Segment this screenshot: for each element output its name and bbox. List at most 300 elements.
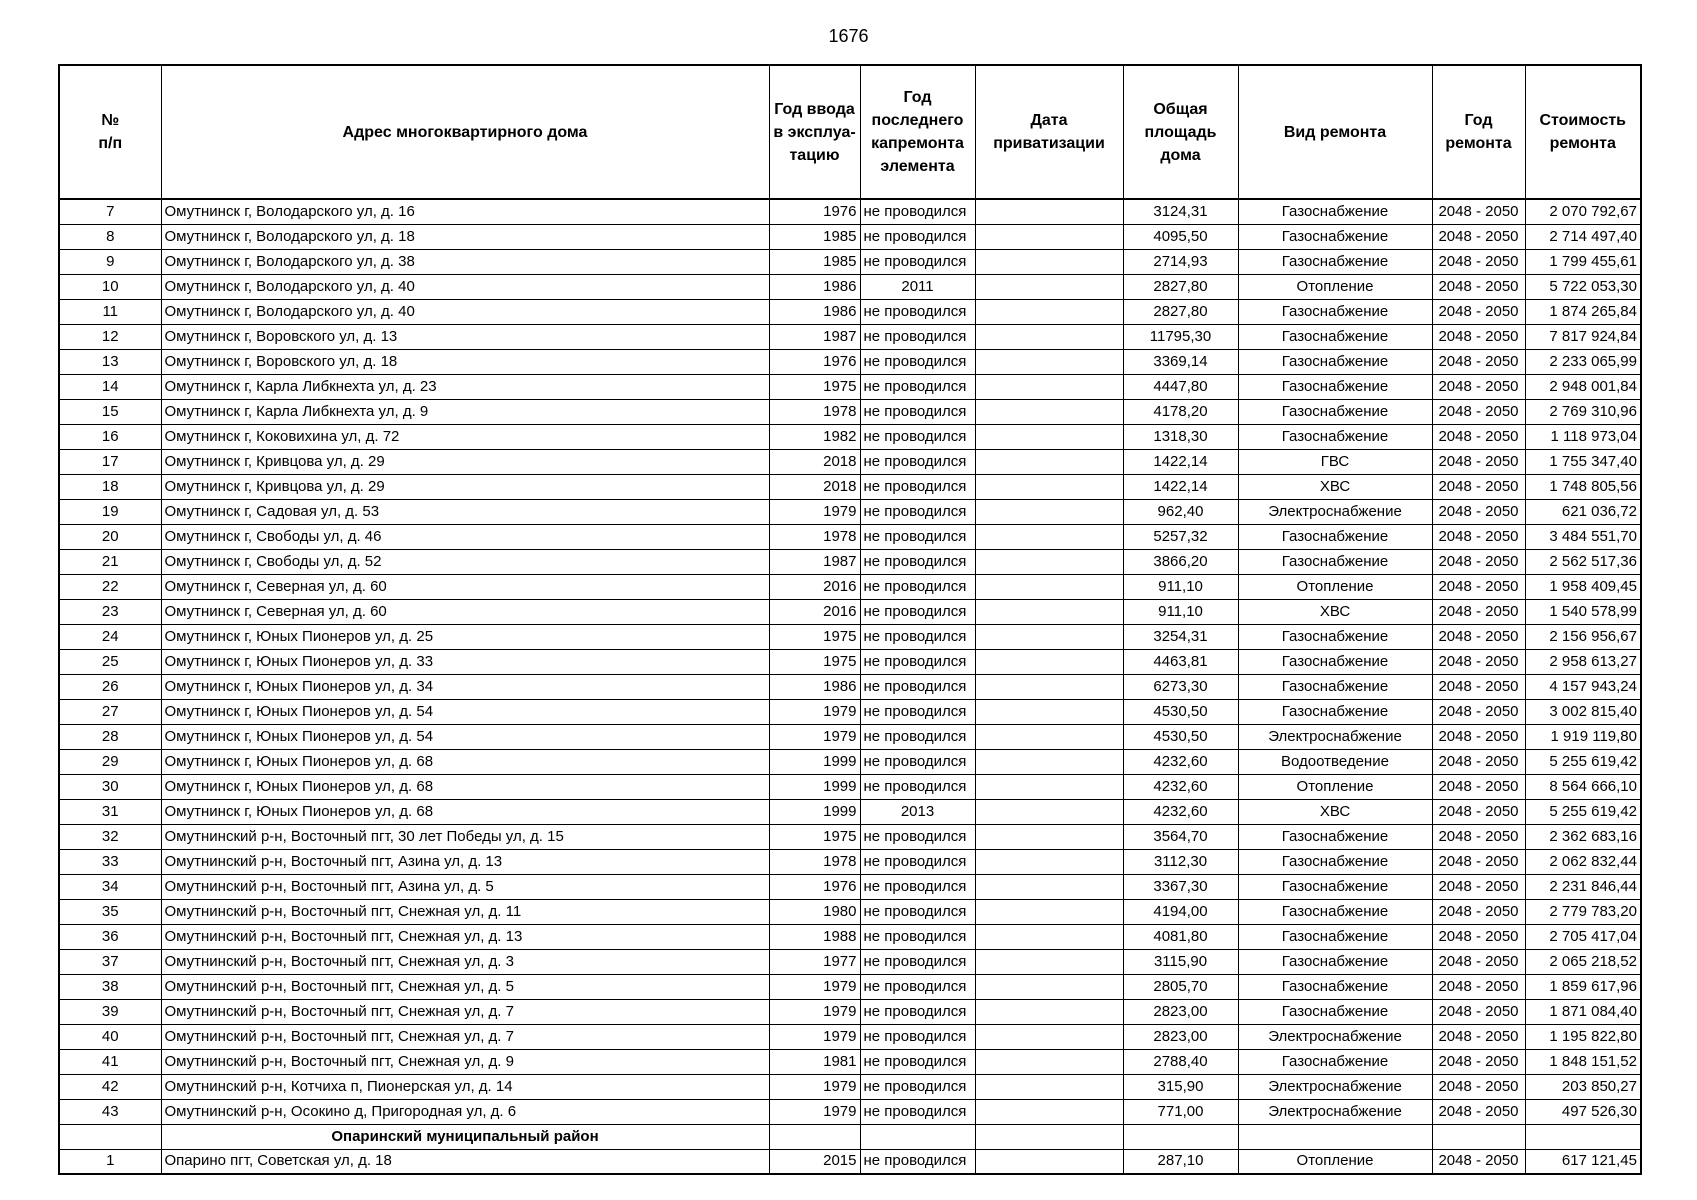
cell-last-repair: не проводился (860, 574, 975, 599)
cell-address: Омутнинск г, Коковихина ул, д. 72 (161, 424, 769, 449)
cell-repair-type: Газоснабжение (1238, 1049, 1432, 1074)
cell-address: Омутнинск г, Кривцова ул, д. 29 (161, 449, 769, 474)
cell-cost: 617 121,45 (1525, 1149, 1641, 1174)
cell-area: 5257,32 (1123, 524, 1238, 549)
cell-last-repair: не проводился (860, 499, 975, 524)
cell-privatization (975, 524, 1123, 549)
table-row (59, 549, 1641, 574)
cell-num: 17 (59, 449, 161, 474)
table-row (59, 224, 1641, 249)
cell-repair-type: Газоснабжение (1238, 624, 1432, 649)
cell-year-built: 1979 (769, 1024, 860, 1049)
cell-year-built: 1979 (769, 499, 860, 524)
cell-last-repair: не проводился (860, 699, 975, 724)
cell-year-built: 1976 (769, 199, 860, 224)
cell-cost: 1 195 822,80 (1525, 1024, 1641, 1049)
cell-last-repair: не проводился (860, 524, 975, 549)
cell-area: 4232,60 (1123, 774, 1238, 799)
cell-cost: 2 070 792,67 (1525, 199, 1641, 224)
cell-area: 4095,50 (1123, 224, 1238, 249)
cell-address: Омутнинский р-н, Восточный пгт, Снежная ул, д. 5 (161, 974, 769, 999)
cell-area: 11795,30 (1123, 324, 1238, 349)
cell-address: Омутнинск г, Юных Пионеров ул, д. 68 (161, 799, 769, 824)
cell-privatization (975, 249, 1123, 274)
cell-cost: 621 036,72 (1525, 499, 1641, 524)
cell-area: 3866,20 (1123, 549, 1238, 574)
cell-last-repair: не проводился (860, 424, 975, 449)
cell-privatization (975, 499, 1123, 524)
cell-address: Омутнинск г, Володарского ул, д. 40 (161, 299, 769, 324)
table-row (59, 749, 1641, 774)
cell-repair-type: Газоснабжение (1238, 849, 1432, 874)
cell-num: 42 (59, 1074, 161, 1099)
cell-area (1123, 1124, 1238, 1149)
cell-cost: 2 779 783,20 (1525, 899, 1641, 924)
cell-repair-year: 2048 - 2050 (1432, 1149, 1525, 1174)
cell-repair-type: Газоснабжение (1238, 699, 1432, 724)
table-row (59, 724, 1641, 749)
cell-year-built: 1976 (769, 874, 860, 899)
cell-cost: 1 919 119,80 (1525, 724, 1641, 749)
cell-repair-year (1432, 1124, 1525, 1149)
cell-area: 287,10 (1123, 1149, 1238, 1174)
cell-area: 2823,00 (1123, 999, 1238, 1024)
cell-repair-year: 2048 - 2050 (1432, 449, 1525, 474)
cell-area: 4178,20 (1123, 399, 1238, 424)
cell-repair-year: 2048 - 2050 (1432, 749, 1525, 774)
cell-address: Омутнинский р-н, Восточный пгт, Снежная ул, д. 11 (161, 899, 769, 924)
cell-address: Омутнинск г, Володарского ул, д. 16 (161, 199, 769, 224)
cell-address: Омутнинский р-н, Восточный пгт, Снежная ул, д. 13 (161, 924, 769, 949)
cell-address: Омутнинск г, Воровского ул, д. 13 (161, 324, 769, 349)
cell-area: 771,00 (1123, 1099, 1238, 1124)
cell-privatization (975, 1074, 1123, 1099)
cell-last-repair: не проводился (860, 674, 975, 699)
cell-address: Омутнинск г, Карла Либкнехта ул, д. 23 (161, 374, 769, 399)
cell-repair-type: Отопление (1238, 1149, 1432, 1174)
cell-repair-type: Газоснабжение (1238, 949, 1432, 974)
table-header (59, 65, 1641, 199)
cell-area: 1318,30 (1123, 424, 1238, 449)
cell-area: 1422,14 (1123, 449, 1238, 474)
table-row (59, 524, 1641, 549)
cell-repair-year: 2048 - 2050 (1432, 824, 1525, 849)
cell-repair-year: 2048 - 2050 (1432, 1049, 1525, 1074)
cell-area: 3124,31 (1123, 199, 1238, 224)
cell-area: 4463,81 (1123, 649, 1238, 674)
cell-privatization (975, 574, 1123, 599)
cell-last-repair: не проводился (860, 749, 975, 774)
table-row (59, 874, 1641, 899)
cell-num: 24 (59, 624, 161, 649)
cell-num: 40 (59, 1024, 161, 1049)
cell-repair-year: 2048 - 2050 (1432, 224, 1525, 249)
header-last-repair: Год последнего капремонта элемента (860, 65, 975, 199)
cell-address: Омутнинск г, Северная ул, д. 60 (161, 599, 769, 624)
cell-num: 38 (59, 974, 161, 999)
cell-privatization (975, 424, 1123, 449)
cell-repair-year: 2048 - 2050 (1432, 249, 1525, 274)
cell-address: Омутнинский р-н, Восточный пгт, 30 лет Победы ул, д. 15 (161, 824, 769, 849)
cell-last-repair: не проводился (860, 199, 975, 224)
cell-year-built: 1975 (769, 649, 860, 674)
cell-num: 37 (59, 949, 161, 974)
cell-address: Омутнинск г, Кривцова ул, д. 29 (161, 474, 769, 499)
cell-last-repair: не проводился (860, 399, 975, 424)
cell-last-repair: 2013 (860, 799, 975, 824)
cell-cost: 1 859 617,96 (1525, 974, 1641, 999)
page-number: 1676 (828, 26, 869, 46)
table-row (59, 924, 1641, 949)
cell-repair-year: 2048 - 2050 (1432, 924, 1525, 949)
cell-repair-year: 2048 - 2050 (1432, 724, 1525, 749)
cell-repair-year: 2048 - 2050 (1432, 774, 1525, 799)
cell-repair-type: Газоснабжение (1238, 549, 1432, 574)
cell-address: Омутнинский р-н, Восточный пгт, Снежная ул, д. 3 (161, 949, 769, 974)
cell-last-repair: не проводился (860, 1024, 975, 1049)
cell-privatization (975, 649, 1123, 674)
cell-year-built: 1987 (769, 324, 860, 349)
cell-cost: 4 157 943,24 (1525, 674, 1641, 699)
cell-repair-year: 2048 - 2050 (1432, 649, 1525, 674)
cell-num: 16 (59, 424, 161, 449)
table-row (59, 999, 1641, 1024)
cell-privatization (975, 749, 1123, 774)
cell-repair-type: Газоснабжение (1238, 224, 1432, 249)
cell-area: 962,40 (1123, 499, 1238, 524)
cell-last-repair: не проводился (860, 624, 975, 649)
cell-area: 2827,80 (1123, 299, 1238, 324)
cell-cost: 1 871 084,40 (1525, 999, 1641, 1024)
header-repair-type: Вид ремонта (1238, 65, 1432, 199)
cell-cost: 5 722 053,30 (1525, 274, 1641, 299)
cell-repair-year: 2048 - 2050 (1432, 424, 1525, 449)
cell-num: 41 (59, 1049, 161, 1074)
cell-area: 4232,60 (1123, 749, 1238, 774)
cell-cost: 2 958 613,27 (1525, 649, 1641, 674)
cell-year-built: 2018 (769, 449, 860, 474)
cell-year-built: 1987 (769, 549, 860, 574)
cell-repair-type: Газоснабжение (1238, 974, 1432, 999)
cell-cost (1525, 1124, 1641, 1149)
table-row (59, 624, 1641, 649)
cell-repair-type: ХВС (1238, 474, 1432, 499)
cell-privatization (975, 999, 1123, 1024)
cell-num: 31 (59, 799, 161, 824)
cell-area: 1422,14 (1123, 474, 1238, 499)
table-row (59, 674, 1641, 699)
cell-year-built: 2016 (769, 574, 860, 599)
cell-cost: 2 769 310,96 (1525, 399, 1641, 424)
cell-address: Омутнинск г, Володарского ул, д. 40 (161, 274, 769, 299)
cell-num: 43 (59, 1099, 161, 1124)
cell-privatization (975, 399, 1123, 424)
cell-year-built: 1975 (769, 374, 860, 399)
cell-repair-year: 2048 - 2050 (1432, 199, 1525, 224)
cell-repair-year: 2048 - 2050 (1432, 874, 1525, 899)
table-row (59, 399, 1641, 424)
table-row (59, 324, 1641, 349)
cell-year-built: 1979 (769, 1099, 860, 1124)
cell-year-built: 1986 (769, 674, 860, 699)
cell-privatization (975, 1049, 1123, 1074)
cell-privatization (975, 324, 1123, 349)
table-row (59, 449, 1641, 474)
cell-last-repair: не проводился (860, 449, 975, 474)
cell-cost: 3 484 551,70 (1525, 524, 1641, 549)
cell-privatization (975, 699, 1123, 724)
cell-privatization (975, 674, 1123, 699)
cell-address: Омутнинск г, Северная ул, д. 60 (161, 574, 769, 599)
cell-num: 14 (59, 374, 161, 399)
cell-year-built: 1981 (769, 1049, 860, 1074)
cell-privatization (975, 949, 1123, 974)
cell-area: 3115,90 (1123, 949, 1238, 974)
cell-repair-type: ХВС (1238, 599, 1432, 624)
table-row (59, 799, 1641, 824)
cell-repair-type: Газоснабжение (1238, 399, 1432, 424)
cell-year-built: 1979 (769, 974, 860, 999)
cell-year-built: 1978 (769, 849, 860, 874)
cell-cost: 8 564 666,10 (1525, 774, 1641, 799)
cell-cost: 2 362 683,16 (1525, 824, 1641, 849)
cell-num: 36 (59, 924, 161, 949)
cell-repair-type: Электроснабжение (1238, 499, 1432, 524)
cell-repair-type: Газоснабжение (1238, 649, 1432, 674)
cell-repair-type: Электроснабжение (1238, 1024, 1432, 1049)
cell-year-built: 2018 (769, 474, 860, 499)
cell-repair-type: Отопление (1238, 274, 1432, 299)
cell-cost: 2 705 417,04 (1525, 924, 1641, 949)
cell-cost: 2 233 065,99 (1525, 349, 1641, 374)
cell-num (59, 1124, 161, 1149)
cell-cost: 1 874 265,84 (1525, 299, 1641, 324)
cell-cost: 2 062 832,44 (1525, 849, 1641, 874)
cell-last-repair: 2011 (860, 274, 975, 299)
cell-last-repair: не проводился (860, 599, 975, 624)
cell-address: Омутнинск г, Юных Пионеров ул, д. 54 (161, 699, 769, 724)
cell-privatization (975, 449, 1123, 474)
cell-repair-type: Газоснабжение (1238, 824, 1432, 849)
cell-num: 11 (59, 299, 161, 324)
cell-repair-type: ГВС (1238, 449, 1432, 474)
cell-repair-type: Газоснабжение (1238, 924, 1432, 949)
table-row (59, 199, 1641, 224)
table-row (59, 824, 1641, 849)
cell-privatization (975, 1024, 1123, 1049)
cell-repair-year: 2048 - 2050 (1432, 699, 1525, 724)
cell-repair-year: 2048 - 2050 (1432, 324, 1525, 349)
cell-repair-year: 2048 - 2050 (1432, 474, 1525, 499)
table-body (59, 199, 1641, 1174)
cell-cost: 1 958 409,45 (1525, 574, 1641, 599)
cell-address: Омутнинск г, Юных Пионеров ул, д. 25 (161, 624, 769, 649)
cell-repair-year: 2048 - 2050 (1432, 499, 1525, 524)
table-row (59, 1024, 1641, 1049)
cell-year-built: 1975 (769, 824, 860, 849)
cell-year-built: 1977 (769, 949, 860, 974)
cell-repair-year: 2048 - 2050 (1432, 299, 1525, 324)
cell-last-repair: не проводился (860, 649, 975, 674)
table-row (59, 974, 1641, 999)
cell-repair-type (1238, 1124, 1432, 1149)
cell-repair-type: Газоснабжение (1238, 299, 1432, 324)
cell-last-repair: не проводился (860, 349, 975, 374)
cell-repair-year: 2048 - 2050 (1432, 274, 1525, 299)
cell-address: Омутнинск г, Юных Пионеров ул, д. 68 (161, 749, 769, 774)
cell-repair-year: 2048 - 2050 (1432, 574, 1525, 599)
cell-year-built: 2016 (769, 599, 860, 624)
cell-privatization (975, 799, 1123, 824)
cell-address: Омутнинск г, Садовая ул, д. 53 (161, 499, 769, 524)
cell-cost: 2 562 517,36 (1525, 549, 1641, 574)
table-row (59, 1049, 1641, 1074)
cell-area: 4530,50 (1123, 699, 1238, 724)
cell-num: 18 (59, 474, 161, 499)
cell-cost: 3 002 815,40 (1525, 699, 1641, 724)
cell-address: Омутнинский р-н, Восточный пгт, Снежная ул, д. 7 (161, 999, 769, 1024)
cell-num: 26 (59, 674, 161, 699)
cell-privatization (975, 924, 1123, 949)
cell-repair-type: Водоотведение (1238, 749, 1432, 774)
cell-repair-year: 2048 - 2050 (1432, 374, 1525, 399)
cell-year-built: 1982 (769, 424, 860, 449)
cell-address: Опарино пгт, Советская ул, д. 18 (161, 1149, 769, 1174)
cell-address: Омутнинск г, Юных Пионеров ул, д. 68 (161, 774, 769, 799)
cell-privatization (975, 224, 1123, 249)
cell-address: Омутнинск г, Юных Пионеров ул, д. 54 (161, 724, 769, 749)
cell-cost: 5 255 619,42 (1525, 749, 1641, 774)
cell-last-repair: не проводился (860, 874, 975, 899)
cell-year-built: 1986 (769, 274, 860, 299)
cell-repair-year: 2048 - 2050 (1432, 799, 1525, 824)
cell-repair-year: 2048 - 2050 (1432, 949, 1525, 974)
cell-year-built: 1978 (769, 399, 860, 424)
cell-repair-type: Газоснабжение (1238, 424, 1432, 449)
cell-num: 19 (59, 499, 161, 524)
cell-num: 12 (59, 324, 161, 349)
cell-num: 39 (59, 999, 161, 1024)
cell-area: 2788,40 (1123, 1049, 1238, 1074)
cell-cost: 497 526,30 (1525, 1099, 1641, 1124)
cell-year-built: 1986 (769, 299, 860, 324)
cell-num: 34 (59, 874, 161, 899)
cell-last-repair (860, 1124, 975, 1149)
cell-area: 2827,80 (1123, 274, 1238, 299)
header-cost: Стоимость ремонта (1525, 65, 1641, 199)
cell-repair-type: Газоснабжение (1238, 999, 1432, 1024)
header-address: Адрес многоквартирного дома (161, 65, 769, 199)
cell-repair-type: Газоснабжение (1238, 674, 1432, 699)
table-row (59, 1074, 1641, 1099)
cell-cost: 2 065 218,52 (1525, 949, 1641, 974)
cell-last-repair: не проводился (860, 774, 975, 799)
cell-privatization (975, 374, 1123, 399)
cell-address: Омутнинский р-н, Осокино д, Пригородная ул, д. 6 (161, 1099, 769, 1124)
table-row (59, 1099, 1641, 1124)
cell-repair-year: 2048 - 2050 (1432, 599, 1525, 624)
cell-repair-type: Отопление (1238, 574, 1432, 599)
cell-repair-year: 2048 - 2050 (1432, 624, 1525, 649)
cell-repair-type: Отопление (1238, 774, 1432, 799)
cell-cost: 1 540 578,99 (1525, 599, 1641, 624)
cell-repair-year: 2048 - 2050 (1432, 999, 1525, 1024)
cell-area: 6273,30 (1123, 674, 1238, 699)
cell-num: 27 (59, 699, 161, 724)
cell-repair-type: Газоснабжение (1238, 324, 1432, 349)
table-row (59, 574, 1641, 599)
cell-year-built: 1979 (769, 724, 860, 749)
cell-privatization (975, 824, 1123, 849)
header-area: Общая площадь дома (1123, 65, 1238, 199)
cell-year-built: 1979 (769, 699, 860, 724)
cell-address: Омутнинск г, Юных Пионеров ул, д. 33 (161, 649, 769, 674)
table-row (59, 949, 1641, 974)
cell-cost: 1 748 805,56 (1525, 474, 1641, 499)
cell-last-repair: не проводился (860, 374, 975, 399)
cell-area: 3369,14 (1123, 349, 1238, 374)
cell-year-built: 1979 (769, 999, 860, 1024)
cell-repair-type: Электроснабжение (1238, 724, 1432, 749)
cell-privatization (975, 849, 1123, 874)
cell-address: Омутнинск г, Свободы ул, д. 52 (161, 549, 769, 574)
cell-repair-type: Электроснабжение (1238, 1074, 1432, 1099)
cell-repair-type: Газоснабжение (1238, 199, 1432, 224)
table-row (59, 899, 1641, 924)
cell-last-repair: не проводился (860, 549, 975, 574)
cell-area: 4194,00 (1123, 899, 1238, 924)
cell-repair-year: 2048 - 2050 (1432, 549, 1525, 574)
cell-num: 30 (59, 774, 161, 799)
header-repair-year: Год ремонта (1432, 65, 1525, 199)
table-row (59, 1149, 1641, 1174)
cell-year-built: 2015 (769, 1149, 860, 1174)
cell-num: 13 (59, 349, 161, 374)
cell-address: Омутнинский р-н, Восточный пгт, Азина ул, д. 13 (161, 849, 769, 874)
cell-year-built (769, 1124, 860, 1149)
cell-address: Омутнинский р-н, Восточный пгт, Снежная ул, д. 7 (161, 1024, 769, 1049)
cell-num: 33 (59, 849, 161, 874)
cell-year-built: 1985 (769, 224, 860, 249)
table-row (59, 599, 1641, 624)
cell-privatization (975, 974, 1123, 999)
cell-cost: 7 817 924,84 (1525, 324, 1641, 349)
cell-year-built: 1988 (769, 924, 860, 949)
cell-last-repair: не проводился (860, 849, 975, 874)
cell-area: 4530,50 (1123, 724, 1238, 749)
cell-area: 911,10 (1123, 574, 1238, 599)
cell-repair-type: Электроснабжение (1238, 1099, 1432, 1124)
cell-cost: 203 850,27 (1525, 1074, 1641, 1099)
header-num: № п/п (59, 65, 161, 199)
cell-address: Омутнинск г, Воровского ул, д. 18 (161, 349, 769, 374)
cell-last-repair: не проводился (860, 974, 975, 999)
table-row (59, 424, 1641, 449)
cell-repair-year: 2048 - 2050 (1432, 899, 1525, 924)
cell-address: Омутнинск г, Карла Либкнехта ул, д. 9 (161, 399, 769, 424)
cell-cost: 1 799 455,61 (1525, 249, 1641, 274)
cell-privatization (975, 1149, 1123, 1174)
cell-privatization (975, 549, 1123, 574)
cell-privatization (975, 1124, 1123, 1149)
cell-last-repair: не проводился (860, 824, 975, 849)
cell-num: 15 (59, 399, 161, 424)
cell-last-repair: не проводился (860, 949, 975, 974)
cell-address: Омутнинский р-н, Котчиха п, Пионерская ул, д. 14 (161, 1074, 769, 1099)
cell-year-built: 1976 (769, 349, 860, 374)
cell-area: 3564,70 (1123, 824, 1238, 849)
cell-address: Омутнинск г, Володарского ул, д. 18 (161, 224, 769, 249)
